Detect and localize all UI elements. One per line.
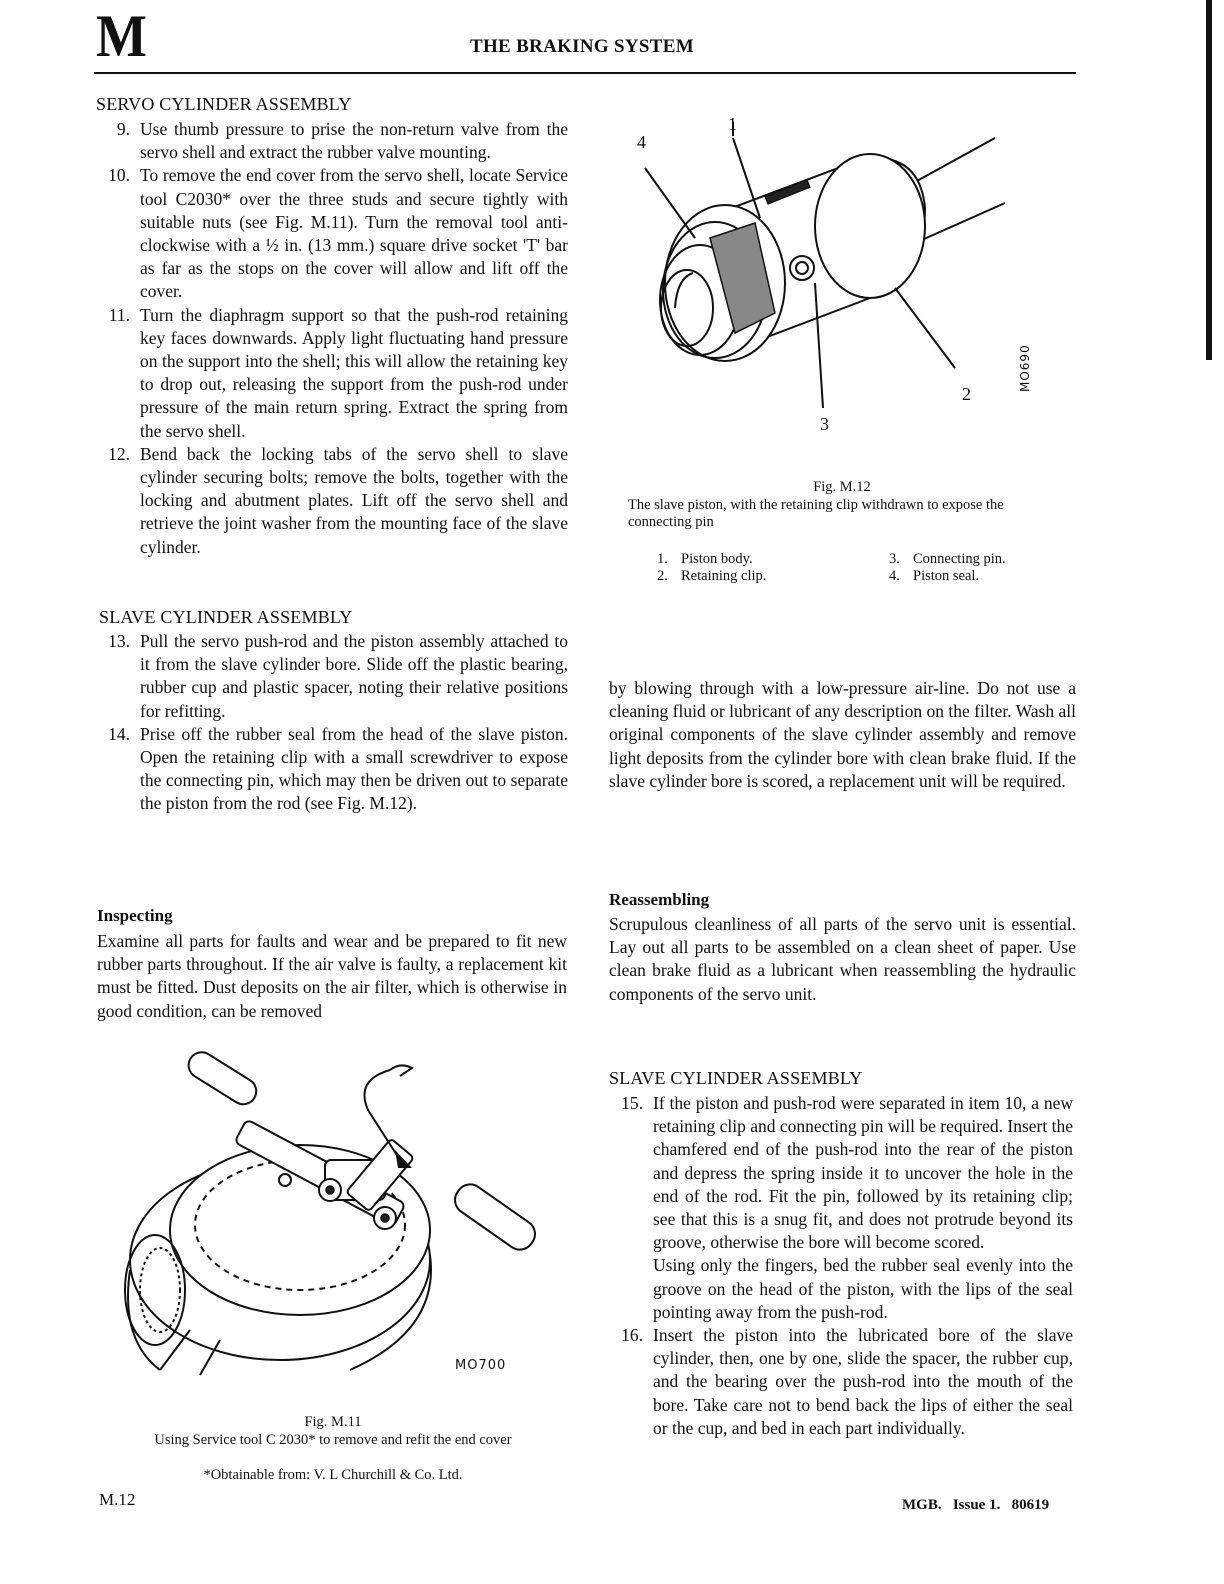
step-item: 14. Prise off the rubber seal from the head of the slave piston. Open the retaining clip with a small screwdriver to expose the connecting pin, which may then be driven out to separate the piston from the rod (see Fig. M.12). <box>108 723 568 814</box>
step-item: 9. Use thumb pressure to prise the non-return valve from the servo shell and extract the rubber valve mounting. <box>116 119 568 163</box>
fig-m11-footnote: *Obtainable from: V. L Churchill & Co. Ltd. <box>203 1467 463 1483</box>
slave-reassembly-heading: SLAVE CYLINDER ASSEMBLY <box>609 1068 863 1088</box>
header-rule <box>94 72 1076 74</box>
page-edge-bar <box>1206 0 1212 360</box>
issue-line: MGB. Issue 1. 80619 <box>902 1497 1050 1513</box>
servo-cylinder-heading: SERVO CYLINDER ASSEMBLY <box>96 94 352 114</box>
fig-m11-label: Fig. M.11 <box>304 1414 362 1430</box>
legend-item: 2. Retaining clip. <box>657 568 767 584</box>
fig-m12-illustration <box>615 108 1065 438</box>
step-item: 12. Bend back the locking tabs of the servo shell to slave cylinder securing bolts; remove the bolts, together with the locking and abutment plates. Lift off the servo shell and retrieve the joint washer from the mounting face of the slave cylinder. <box>108 443 568 557</box>
fig-m12-code: MO690 <box>1018 344 1032 392</box>
inspecting-continued-text: by blowing through with a low-pressure air-line. Do not use a cleaning fluid or lubricant of any description on the filter. Wash all original components of the slave cylinder assembly and remove light deposits from the cylinder bore with clean brake fluid. If the slave cylinder bore is scored, a replacement unit will be required. <box>609 678 1076 791</box>
fig-m11-caption: Using Service tool C 2030* to remove and refit the end cover <box>154 1432 512 1448</box>
step-item: 16. Insert the piston into the lubricated bore of the slave cylinder, then, one by one, slide the spacer, the rubber cup, and the bearing over the push-rod into the mouth of the bore. Take care not to bend back the lips of either the seal or the cup, and bed in each part individually. <box>621 1325 1073 1438</box>
reassembling-heading: Reassembling <box>609 890 710 909</box>
servo-steps-list <box>96 118 568 559</box>
slave-cylinder-heading: SLAVE CYLINDER ASSEMBLY <box>99 607 353 627</box>
fig-m11-code: MO700 <box>455 1358 507 1373</box>
step-item: 15. If the piston and push-rod were separated in item 10, a new retaining clip and connecting pin will be required. Insert the chamfered end of the push-rod into the rear of the piston and depress the spring inside it to uncover the hole in the end of the rod. Fit the pin, followed by its retaining clip; see that this is a snug fit, and does not protrude beyond its groove, otherwise the bore will become scored. Using only the fingers, bed the rubber seal evenly into the groove on the head of the piston, with the lips of the seal pointing away from the push-rod. <box>621 1093 1073 1322</box>
legend-item: 4. Piston seal. <box>889 568 980 584</box>
reassembling-text: Scrupulous cleanliness of all parts of the servo unit is essential. Lay out all parts to be assembled on a clean sheet of paper. Use clean brake fluid as a lubricant when reassembling the hydraulic components of the servo unit. <box>609 914 1076 1004</box>
fig-m12-callout-2: 2 <box>962 384 971 404</box>
fig-m12-label: Fig. M.12 <box>813 479 871 495</box>
legend-item: 3. Connecting pin. <box>889 551 1006 567</box>
page-number: M.12 <box>99 1490 136 1509</box>
fig-m12-callout-3: 3 <box>820 414 829 434</box>
inspecting-text: Examine all parts for faults and wear and be prepared to fit new rubber parts throughout. If the air valve is faulty, a replacement kit must be fitted. Dust deposits on the air filter, which is otherwise in good condition, can be removed <box>97 931 567 1021</box>
step-item: 13. Pull the servo push-rod and the piston assembly attached to it from the slave cylinder bore. Slide off the plastic bearing, rubber cup and plastic spacer, noting their relative positions for refitting. <box>108 631 568 721</box>
step-item: 11. Turn the diaphragm support so that the push-rod retaining key faces downwards. Apply light fluctuating hand pressure on the support into the shell; this will allow the retaining key to drop out, releasing the support from the push-rod under pressure of the main return spring. Extract the spring from the servo shell. <box>108 304 568 441</box>
inspecting-heading: Inspecting <box>97 906 173 925</box>
fig-m11-illustration <box>100 1040 570 1380</box>
slave-reassembly-steps <box>609 1092 1073 1440</box>
running-title: THE BRAKING SYSTEM <box>470 36 694 57</box>
legend-item: 1. Piston body. <box>657 551 753 567</box>
fig-m12-callout-4: 4 <box>637 132 646 152</box>
fig-m12-caption: The slave piston, with the retaining clip withdrawn to expose the connecting pin <box>628 497 1004 530</box>
fig-m12-callout-1: 1 <box>728 114 737 134</box>
slave-steps-list <box>96 630 568 816</box>
section-letter: M <box>96 3 146 69</box>
step-item: 10. To remove the end cover from the servo shell, locate Service tool C2030* over the three studs and secure tightly with suitable nuts (see Fig. M.11). Turn the removal tool anti-clockwise with a ½ in. (13 mm.) square drive socket 'T' bar as far as the stops on the cover will allow and lift off the cover. <box>108 165 568 302</box>
